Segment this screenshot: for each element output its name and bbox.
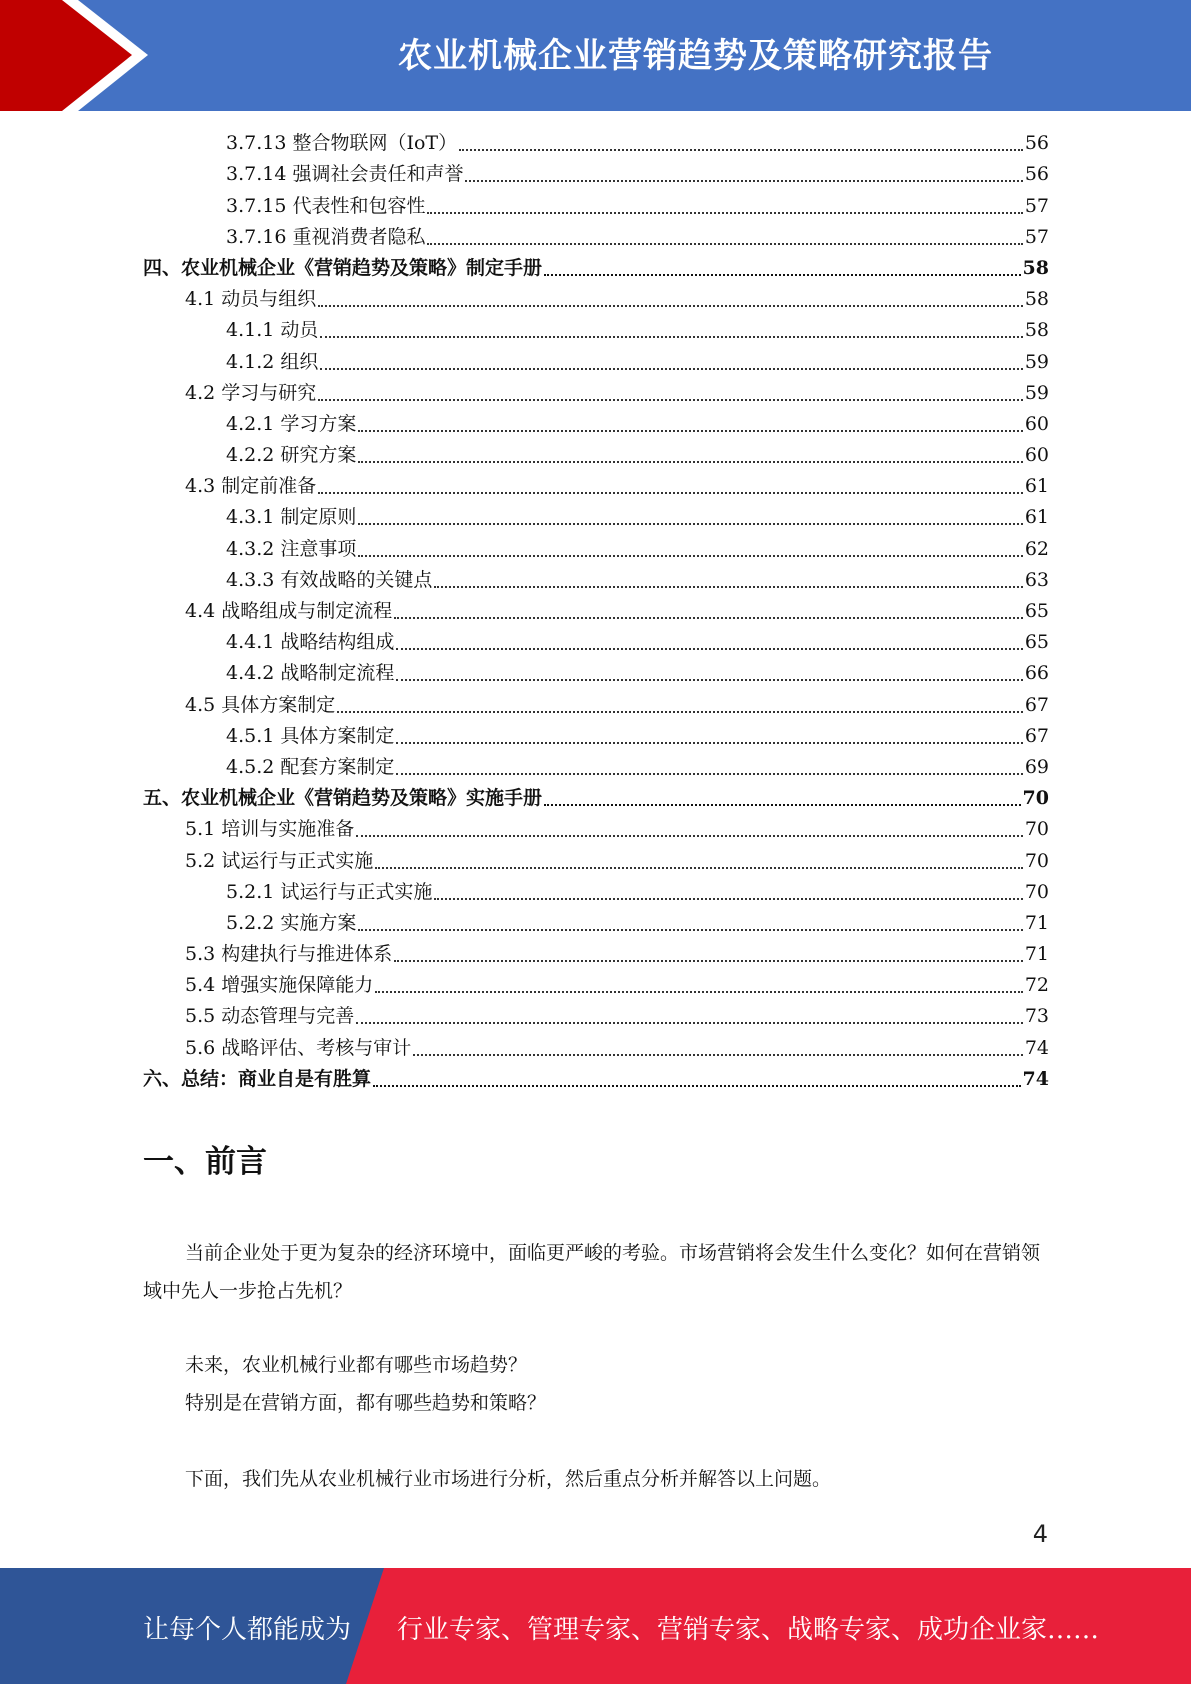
toc-entry[interactable]: [143, 596, 1049, 627]
toc-entry-page: 57: [1024, 194, 1049, 217]
report-title: 农业机械企业营销趋势及策略研究报告: [398, 36, 993, 76]
toc-entry[interactable]: [143, 471, 1049, 502]
toc-dot-leader: [396, 647, 1022, 650]
toc-entry[interactable]: [143, 627, 1049, 658]
toc-entry[interactable]: [143, 877, 1049, 908]
toc-dot-leader: [413, 1053, 1023, 1056]
toc-entry-page: 70: [1022, 787, 1049, 810]
toc-entry-title: 4.1.1 动员: [226, 319, 319, 342]
toc-entry-page: 71: [1024, 943, 1049, 966]
toc-entry[interactable]: [143, 1001, 1049, 1032]
toc-dot-leader: [544, 273, 1021, 276]
toc-entry-page: 61: [1024, 475, 1049, 498]
toc-entry[interactable]: [143, 222, 1049, 253]
toc-entry-title: 4.3.1 制定原则: [226, 506, 357, 529]
toc-entry-title: 5.5 动态管理与完善: [185, 1005, 355, 1028]
toc-entry-page: 58: [1024, 319, 1049, 342]
question-line-1: 未来，农业机械行业都有哪些市场趋势？: [185, 1354, 528, 1376]
toc-entry[interactable]: [143, 845, 1049, 876]
toc-entry-page: 71: [1024, 911, 1049, 934]
toc-dot-leader: [356, 1021, 1023, 1024]
toc-entry-page: 60: [1024, 444, 1049, 467]
toc-entry-title: 六、总结：商业自是有胜算: [143, 1067, 372, 1090]
toc-entry-page: 65: [1024, 600, 1049, 622]
page-header: [0, 0, 1191, 111]
toc-dot-leader: [358, 429, 1022, 432]
toc-dot-leader: [358, 554, 1022, 557]
toc-entry-page: 63: [1024, 568, 1049, 591]
toc-entry-title: 4.1.2 组织: [226, 350, 319, 373]
toc-entry[interactable]: [143, 1064, 1049, 1095]
toc-entry-page: 67: [1024, 724, 1049, 747]
toc-entry-title: 4.1 动员与组织: [185, 288, 317, 311]
toc-entry-page: 65: [1024, 631, 1049, 654]
toc-entry-page: 61: [1024, 506, 1049, 529]
toc-dot-leader: [318, 304, 1023, 307]
toc-dot-leader: [396, 772, 1022, 775]
toc-entry[interactable]: [143, 689, 1049, 720]
toc-entry-page: 66: [1024, 662, 1049, 685]
toc-entry[interactable]: [143, 658, 1049, 689]
closing-paragraph: 下面，我们先从农业机械行业市场进行分析，然后重点分析并解答以上问题。: [185, 1468, 832, 1490]
toc-entry-title: 4.5 具体方案制定: [185, 693, 336, 716]
toc-entry[interactable]: [143, 533, 1049, 564]
toc-entry-page: 73: [1024, 1005, 1049, 1028]
toc-entry-page: 59: [1024, 350, 1049, 373]
toc-dot-leader: [465, 179, 1022, 182]
toc-entry[interactable]: [143, 253, 1049, 284]
toc-entry-title: 4.5.1 具体方案制定: [226, 724, 395, 747]
toc-entry-title: 5.4 增强实施保障能力: [185, 974, 374, 997]
intro-paragraph: 当前企业处于更为复杂的经济环境中，面临更严峻的考验。市场营销将会发生什么变化？如何在营销领域中先人一步抢占先机？: [143, 1242, 1041, 1302]
toc-entry[interactable]: [143, 284, 1049, 315]
toc-dot-leader: [396, 741, 1022, 744]
toc-dot-leader: [356, 834, 1023, 837]
toc-entry[interactable]: [143, 970, 1049, 1001]
toc-entry-title: 5.3 构建执行与推进体系: [185, 943, 393, 966]
toc-entry-title: 4.3.2 注意事项: [226, 537, 357, 560]
footer-slogan-left: 让每个人都能成为: [143, 1615, 352, 1645]
toc-entry-title: 4.4 战略组成与制定流程: [185, 600, 393, 622]
toc-entry[interactable]: [143, 565, 1049, 596]
toc-entry-page: 59: [1024, 381, 1049, 404]
toc-entry-title: 4.3 制定前准备: [185, 475, 317, 498]
toc-entry-title: 4.4.2 战略制定流程: [226, 662, 395, 685]
section-heading: 一、前言: [143, 1144, 267, 1180]
toc-entry-page: 67: [1024, 693, 1049, 716]
question-line-2: 特别是在营销方面，都有哪些趋势和策略？: [185, 1392, 547, 1414]
toc-dot-leader: [320, 335, 1022, 338]
toc-entry[interactable]: [143, 128, 1049, 159]
toc-dot-leader: [434, 585, 1022, 588]
toc-dot-leader: [318, 398, 1023, 401]
toc-dot-leader: [358, 522, 1022, 525]
toc-entry-title: 4.5.2 配套方案制定: [226, 755, 395, 778]
toc-entry[interactable]: [143, 378, 1049, 409]
toc-entry-title: 4.4.1 战略结构组成: [226, 631, 395, 654]
toc-entry-title: 5.2.2 实施方案: [226, 911, 357, 934]
toc-dot-leader: [434, 897, 1022, 900]
toc-dot-leader: [375, 990, 1023, 993]
toc-entry-title: 4.2.1 学习方案: [226, 412, 357, 435]
toc-dot-leader: [396, 678, 1022, 681]
toc-entry-title: 四、农业机械企业《营销趋势及策略》制定手册: [143, 256, 543, 279]
toc-dot-leader: [358, 928, 1022, 931]
toc-entry-title: 4.2 学习与研究: [185, 381, 317, 404]
toc-entry-title: 5.1 培训与实施准备: [185, 818, 355, 841]
toc-dot-leader: [320, 367, 1022, 370]
toc-dot-leader: [544, 803, 1021, 806]
toc-entry-title: 3.7.16 重视消费者隐私: [226, 225, 426, 248]
toc-entry-title: 4.3.3 有效战略的关键点: [226, 568, 433, 591]
toc-entry-title: 五、农业机械企业《营销趋势及策略》实施手册: [143, 787, 543, 810]
toc-entry[interactable]: [143, 814, 1049, 845]
toc-dot-leader: [375, 866, 1023, 869]
toc-dot-leader: [337, 710, 1023, 713]
toc-entry[interactable]: [143, 752, 1049, 783]
toc-entry[interactable]: [143, 159, 1049, 190]
toc-entry[interactable]: [143, 346, 1049, 377]
toc-entry-page: 70: [1024, 849, 1049, 872]
toc-entry-page: 69: [1024, 755, 1049, 778]
toc-entry-page: 58: [1022, 256, 1049, 279]
toc-entry-page: 74: [1024, 1036, 1049, 1059]
toc-entry-page: 62: [1024, 537, 1049, 560]
toc-entry[interactable]: [143, 190, 1049, 221]
toc-entry[interactable]: [143, 409, 1049, 440]
toc-entry-title: 5.2 试运行与正式实施: [185, 849, 374, 872]
toc-dot-leader: [373, 1084, 1021, 1087]
page-footer: [0, 1568, 1191, 1684]
toc-dot-leader: [427, 242, 1022, 245]
toc-dot-leader: [427, 211, 1022, 214]
toc-entry[interactable]: [143, 315, 1049, 346]
toc-entry[interactable]: [143, 783, 1049, 814]
page-number: 4: [1032, 1520, 1048, 1548]
toc-entry-title: 3.7.13 整合物联网（IoT）: [226, 132, 458, 155]
toc-entry-page: 74: [1022, 1067, 1049, 1090]
toc-entry-title: 4.2.2 研究方案: [226, 444, 357, 467]
toc-entry-title: 5.2.1 试运行与正式实施: [226, 880, 433, 903]
toc-entry-title: 5.6 战略评估、考核与审计: [185, 1036, 412, 1059]
toc-entry[interactable]: [143, 440, 1049, 471]
toc-entry-title: 3.7.14 强调社会责任和声誉: [226, 163, 464, 186]
table-of-contents: [143, 128, 1049, 1095]
toc-entry[interactable]: [143, 908, 1049, 939]
toc-entry-page: 56: [1024, 163, 1049, 186]
toc-dot-leader: [358, 460, 1022, 463]
toc-entry-title: 3.7.15 代表性和包容性: [226, 194, 426, 217]
toc-entry-page: 70: [1024, 880, 1049, 903]
toc-entry-page: 57: [1024, 225, 1049, 248]
toc-dot-leader: [318, 491, 1023, 494]
toc-entry-page: 58: [1024, 288, 1049, 311]
toc-entry-page: 70: [1024, 818, 1049, 841]
toc-entry[interactable]: [143, 502, 1049, 533]
toc-entry-page: 72: [1024, 974, 1049, 997]
toc-dot-leader: [459, 148, 1023, 151]
toc-dot-leader: [394, 959, 1023, 962]
toc-entry[interactable]: [143, 721, 1049, 752]
toc-entry-page: 60: [1024, 412, 1049, 435]
toc-entry-page: 56: [1024, 132, 1049, 155]
toc-entry[interactable]: [143, 939, 1049, 970]
footer-slogan-right: 行业专家、管理专家、营销专家、战略专家、成功企业家……: [397, 1615, 1100, 1645]
toc-dot-leader: [394, 616, 1023, 619]
toc-entry[interactable]: [143, 1032, 1049, 1063]
header-red-chevron: [0, 0, 132, 111]
